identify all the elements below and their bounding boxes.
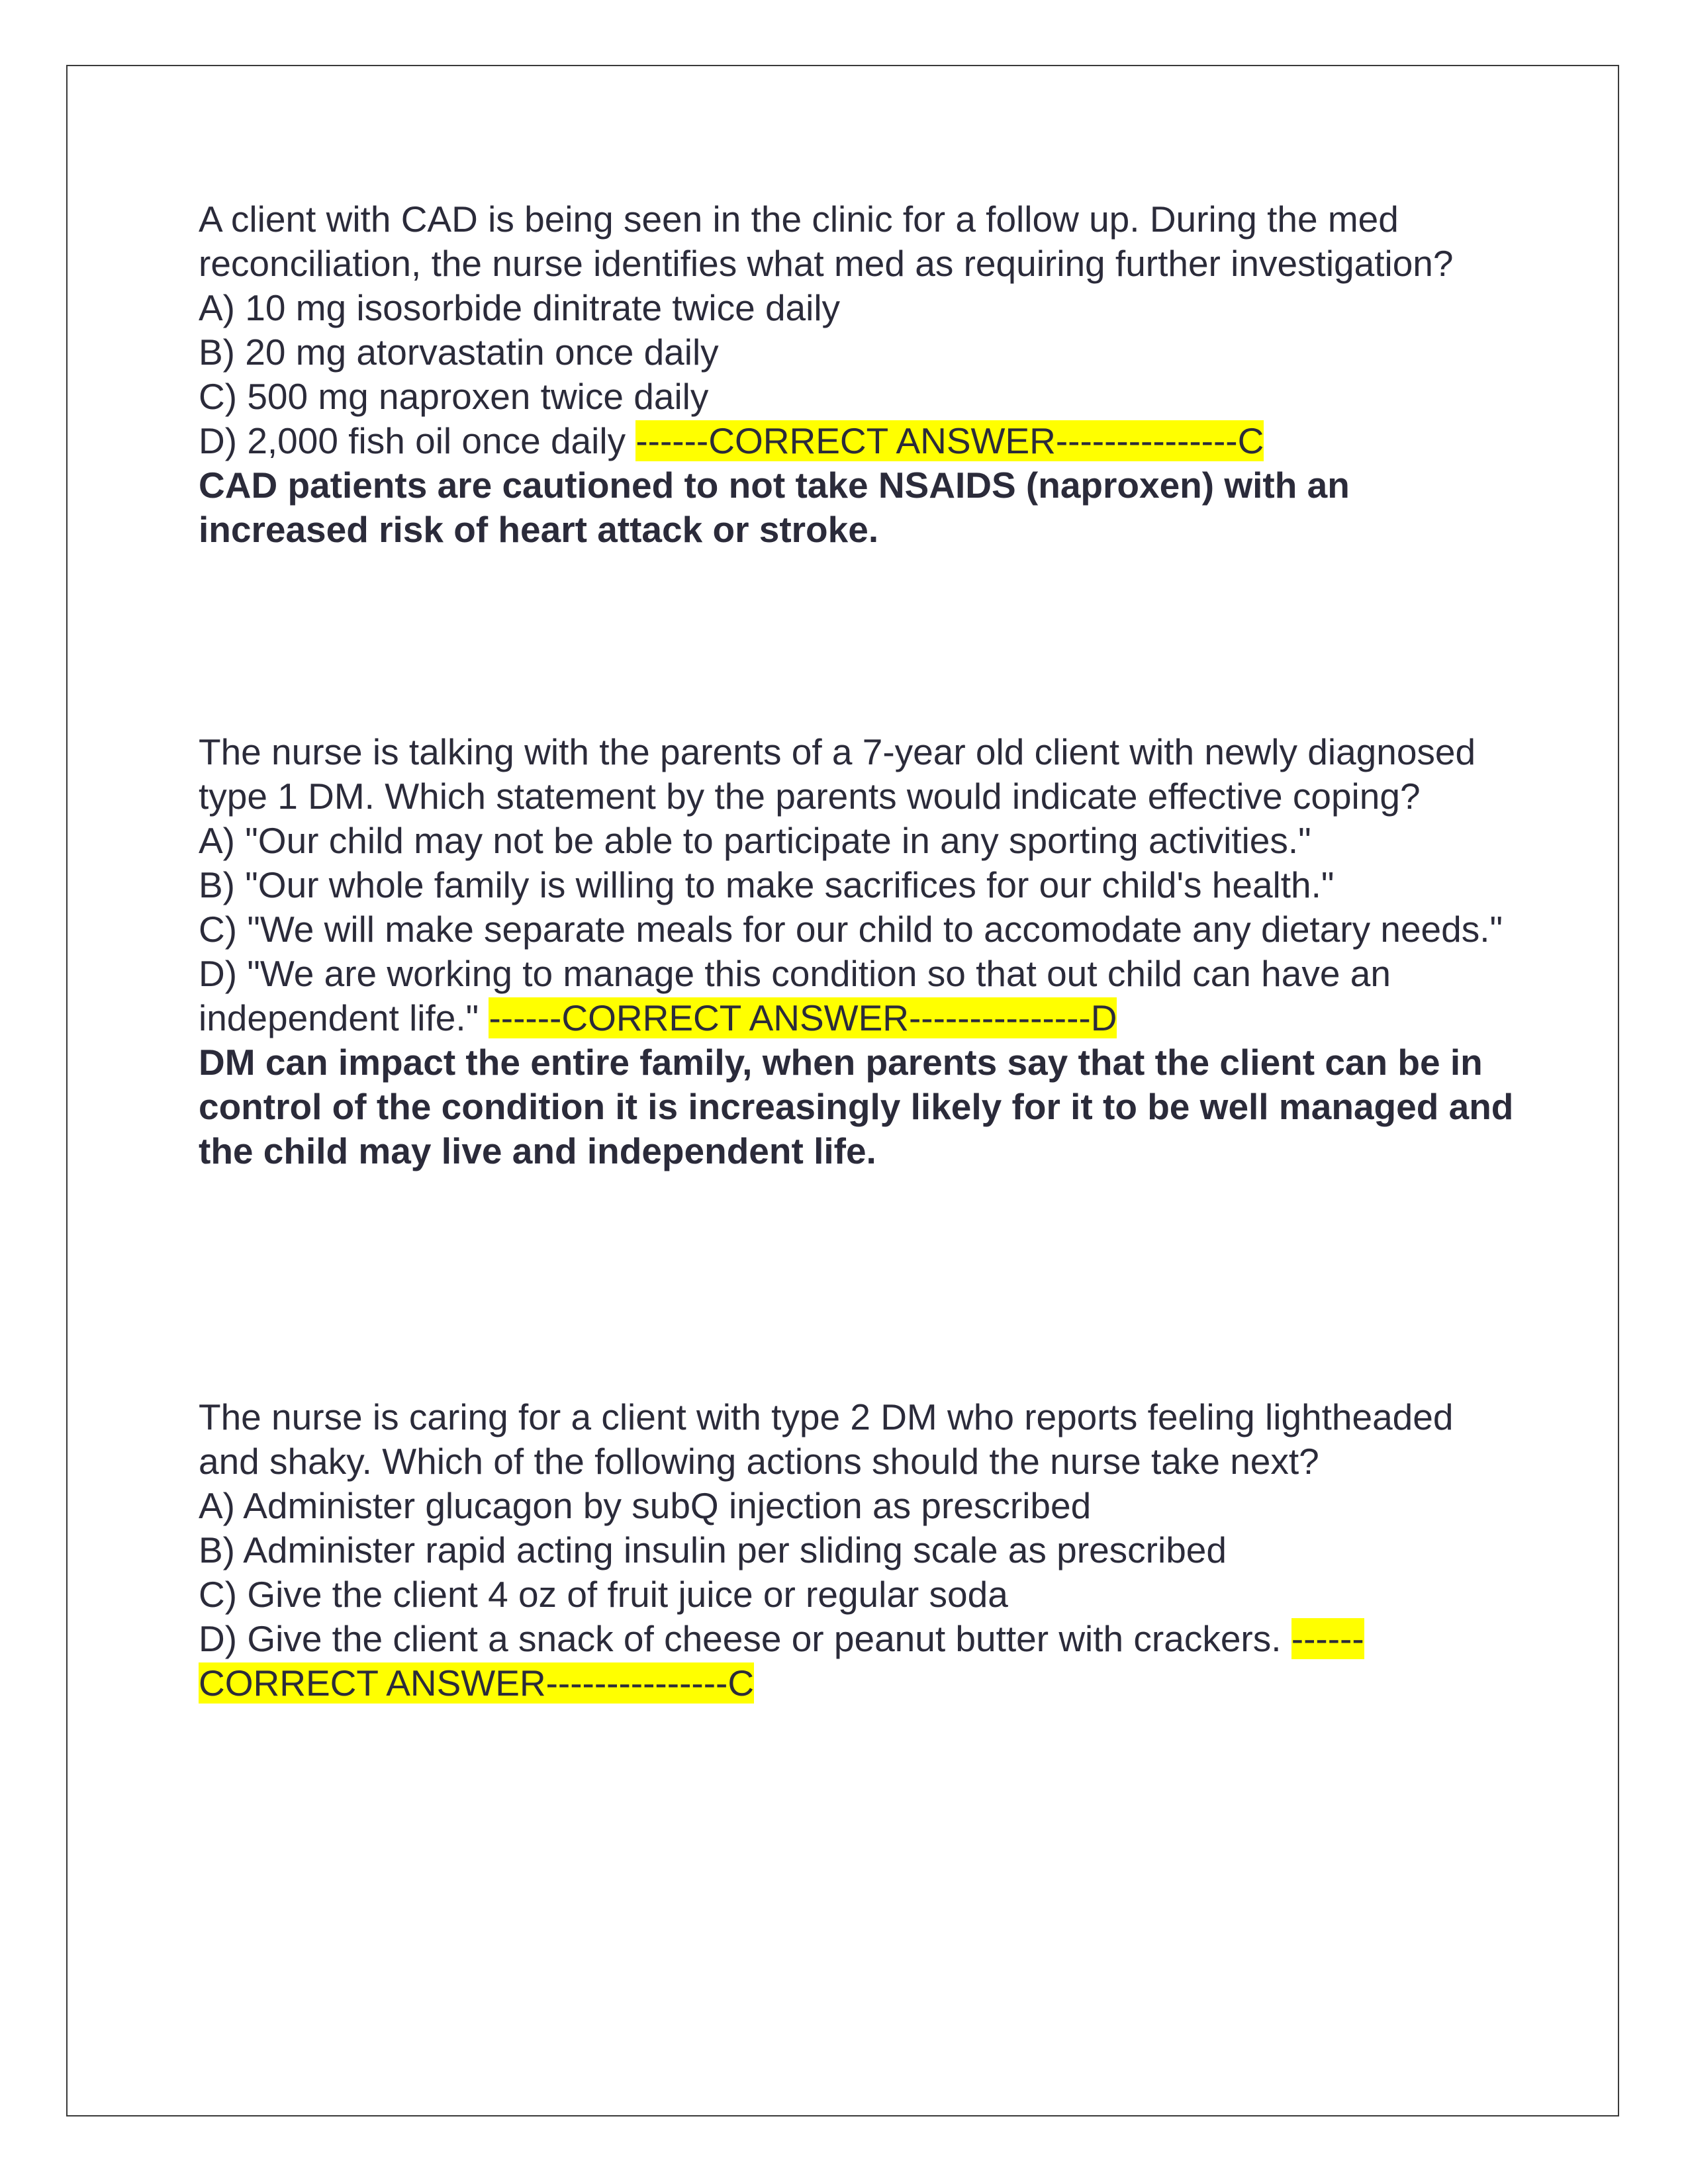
- option-d: D) 2,000 fish oil once daily: [199, 420, 626, 461]
- question-block: [199, 730, 1523, 1173]
- question-stem: The nurse is caring for a client with type 2 DM who reports feeling lightheaded and shaky. Which of the following actions should the nurse take next?: [199, 1396, 1454, 1482]
- option-a: A) "Our child may not be able to participate in any sporting activities.": [199, 820, 1311, 861]
- question-block: [199, 197, 1523, 552]
- question-block: [199, 1395, 1523, 1706]
- correct-answer: ------CORRECT ANSWER---------------C: [635, 420, 1264, 461]
- correct-answer: ------CORRECT ANSWER---------------D: [489, 997, 1117, 1038]
- option-b: B) 20 mg atorvastatin once daily: [199, 332, 719, 373]
- option-b: B) Administer rapid acting insulin per sliding scale as prescribed: [199, 1529, 1227, 1570]
- option-a: A) Administer glucagon by subQ injection as prescribed: [199, 1485, 1092, 1526]
- option-d-line: [199, 419, 1523, 463]
- option-d-line: [199, 1617, 1523, 1706]
- question-stem: The nurse is talking with the parents of a 7-year old client with newly diagnosed type 1 DM. Which statement by the parents would indicate effective coping?: [199, 731, 1476, 817]
- option-c: C) 500 mg naproxen twice daily: [199, 376, 709, 417]
- option-c: C) Give the client 4 oz of fruit juice or regular soda: [199, 1574, 1008, 1615]
- option-c: C) "We will make separate meals for our child to accomodate any dietary needs.": [199, 909, 1503, 950]
- option-d: D) Give the client a snack of cheese or peanut butter with crackers.: [199, 1618, 1282, 1659]
- option-d-line: [199, 952, 1523, 1040]
- rationale: DM can impact the entire family, when parents say that the client can be in control of the condition it is increasingly likely for it to be well managed and the child may live and independent life.: [199, 1042, 1514, 1171]
- option-a: A) 10 mg isosorbide dinitrate twice daily: [199, 287, 841, 328]
- rationale: CAD patients are cautioned to not take NSAIDS (naproxen) with an increased risk of heart attack or stroke.: [199, 465, 1350, 550]
- option-d: D) "We are working to manage this condition so that out child can have an independent life.": [199, 953, 1391, 1038]
- option-b: B) "Our whole family is willing to make sacrifices for our child's health.": [199, 864, 1335, 905]
- question-stem: A client with CAD is being seen in the clinic for a follow up. During the med reconciliation, the nurse identifies what med as requiring further investigation?: [199, 199, 1454, 284]
- correct-answer: ------CORRECT ANSWER---------------C: [199, 1618, 1364, 1704]
